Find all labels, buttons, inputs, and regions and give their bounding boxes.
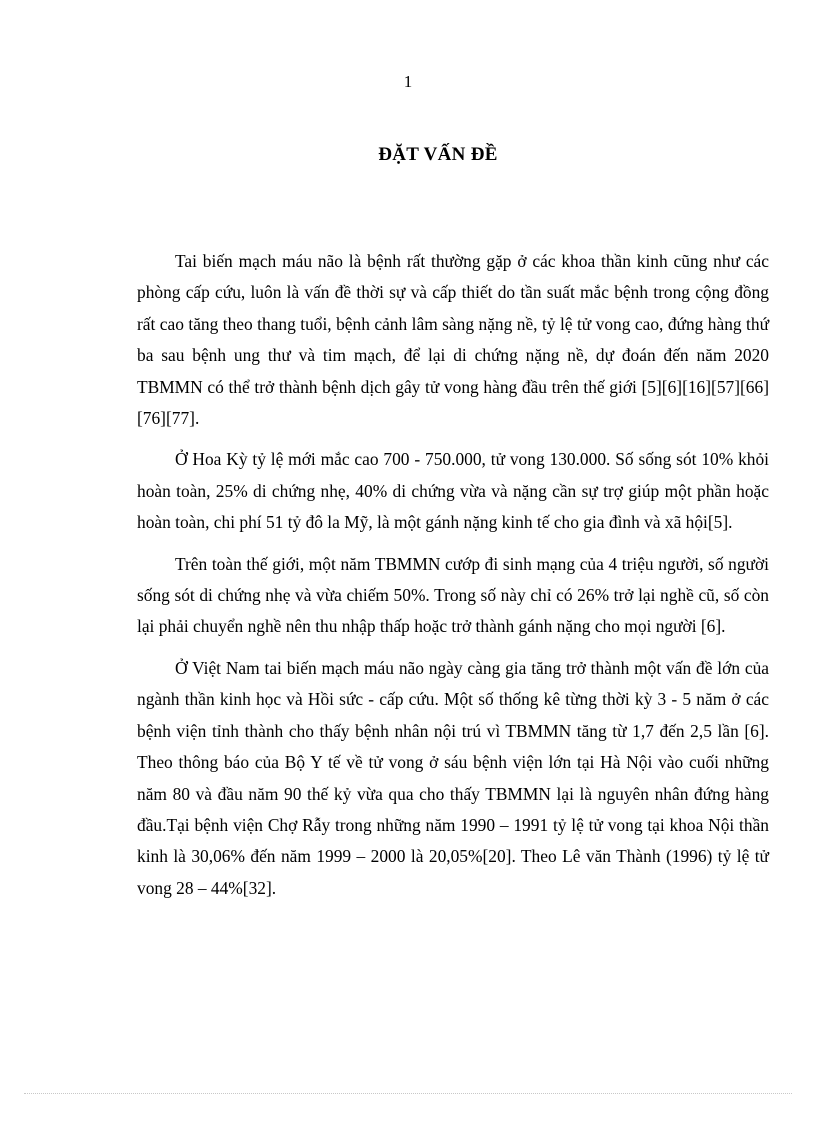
footer-divider <box>24 1093 792 1094</box>
paragraph-4: Ở Việt Nam tai biến mạch máu não ngày càng gia tăng trở thành một vấn đề lớn của ngành thần kinh học và Hồi sức - cấp cứu. Một số thống kê từng thời kỳ 3 - 5 năm ở các bệnh viện tỉnh thành cho thấy bệnh nhân nội trú vì TBMMN tăng từ 1,7 đến 2,5 lần [6]. Theo thông báo của Bộ Y tế về tử vong ở sáu bệnh viện lớn tại Hà Nội vào cuối những năm 80 và đầu năm 90 thế kỷ vừa qua cho thấy TBMMN lại là nguyên nhân đứng hàng đầu.Tại bệnh viện Chợ Rẫy trong những năm 1990 – 1991 tỷ lệ tử vong tại khoa Nội thần kinh là 30,06% đến năm 1999 – 2000 là 20,05%[20]. Theo Lê văn Thành (1996) tỷ lệ tử vong 28 – 44%[32]. <box>137 657 769 898</box>
paragraph-2: Ở Hoa Kỳ tỷ lệ mới mắc cao 700 - 750.000, tử vong 130.000. Số sống sót 10% khỏi hoàn toàn, 25% di chứng nhẹ, 40% di chứng vừa và nặng cần sự trợ giúp một phần hoặc hoàn toàn, chi phí 51 tỷ đô la Mỹ, là một gánh nặng kinh tế cho gia đình và xã hội[5]. <box>137 449 769 533</box>
page-number: 1 <box>403 72 413 91</box>
paragraph-3: Trên toàn thế giới, một năm TBMMN cướp đi sinh mạng của 4 triệu người, số người sống sót di chứng nhẹ và vừa chiếm 50%. Trong số này chỉ có 26% trở lại nghề cũ, số còn lại phải chuyển nghề nên thu nhập thấp hoặc trở thành gánh nặng cho mọi người [6]. <box>137 553 769 637</box>
document-title: ĐẶT VẤN ĐỀ <box>378 144 498 165</box>
body-text <box>137 246 769 914</box>
paragraph-1: Tai biến mạch máu não là bệnh rất thường gặp ở các khoa thần kinh cũng như các phòng cấp cứu, luôn là vấn đề thời sự và cấp thiết do tần suất mắc bệnh trong cộng đồng rất cao tăng theo thang tuổi, bệnh cảnh lâm sàng nặng nề, tỷ lệ tử vong cao, đứng hàng thứ ba sau bệnh ung thư và tim mạch, để lại di chứng nặng nề, dự đoán đến năm 2020 TBMMN có thể trở thành bệnh dịch gây tử vong hàng đầu trên thế giới [5][6][16][57][66][76][77]. <box>137 251 769 429</box>
